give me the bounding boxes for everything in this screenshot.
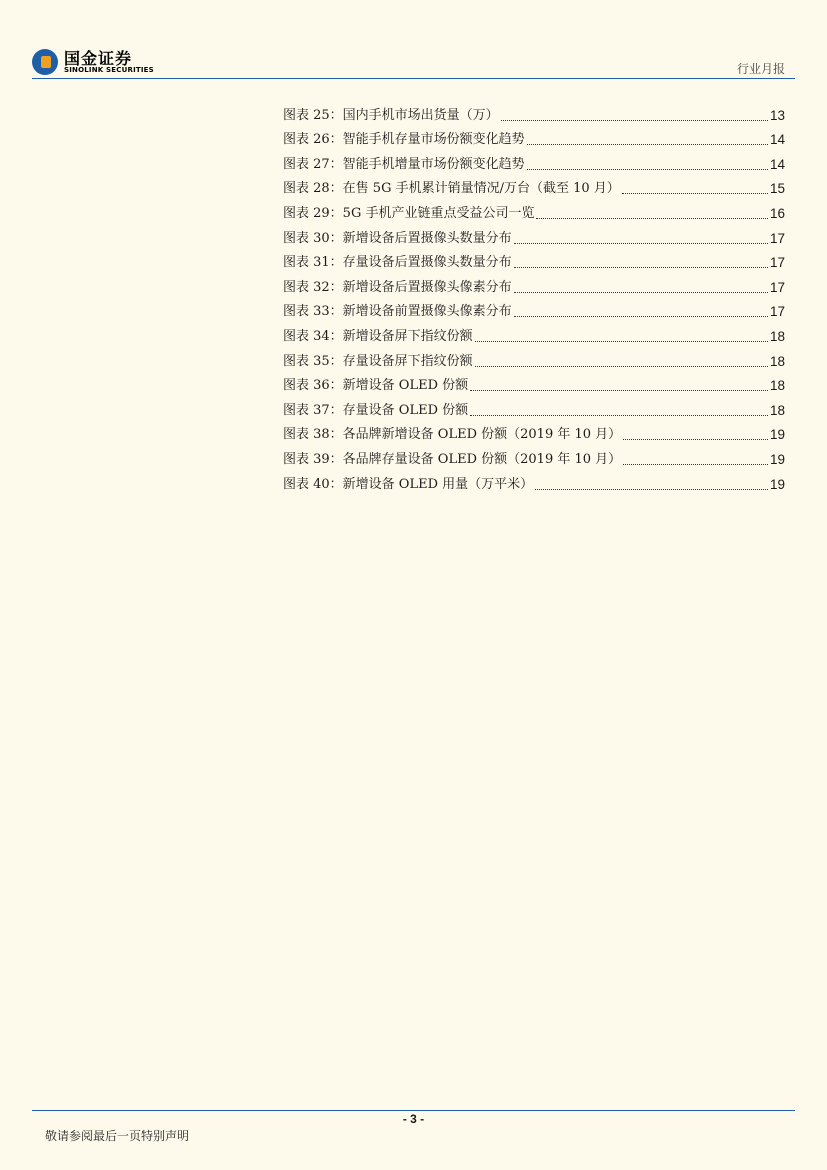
toc-entry[interactable] — [283, 420, 785, 445]
toc-leader-dots — [514, 316, 768, 317]
header-divider — [32, 78, 795, 79]
toc-entry-title: 图表 38：各品牌新增设备 OLED 份额（2019 年 10 月） — [283, 427, 622, 443]
toc-entry-title: 图表 37：存量设备 OLED 份额 — [283, 402, 469, 418]
toc-entry-title: 图表 36：新增设备 OLED 份额 — [283, 378, 469, 394]
toc-entry-page: 18 — [769, 328, 785, 344]
footer-disclaimer: 敬请参阅最后一页特别声明 — [45, 1129, 190, 1143]
toc-entry-page: 19 — [769, 451, 785, 467]
toc-entry[interactable] — [283, 223, 785, 248]
toc-entry-page: 18 — [769, 353, 785, 369]
report-type-label: 行业月报 — [736, 62, 785, 76]
toc-entry-page: 15 — [769, 181, 785, 197]
toc-entry[interactable] — [283, 346, 785, 371]
toc-leader-dots — [501, 120, 768, 121]
toc-entry[interactable] — [283, 371, 785, 396]
logo-icon — [32, 49, 58, 75]
page-number: - 3 - — [402, 1112, 425, 1126]
toc-leader-dots — [622, 193, 768, 194]
toc-leader-dots — [514, 292, 768, 293]
toc-entry[interactable] — [283, 272, 785, 297]
toc-leader-dots — [623, 439, 768, 440]
logo-text-cn: 国金证券 — [64, 49, 133, 68]
toc-entry-title: 图表 32：新增设备后置摄像头像素分布 — [283, 279, 512, 295]
toc-leader-dots — [475, 341, 768, 342]
toc-leader-dots — [514, 243, 768, 244]
toc-entry-title: 图表 28：在售 5G 手机累计销量情况/万台（截至 10 月） — [283, 181, 620, 197]
toc-entry[interactable] — [283, 321, 785, 346]
toc-entry-title: 图表 33：新增设备前置摄像头像素分布 — [283, 304, 512, 320]
toc-entry[interactable] — [283, 149, 785, 174]
toc-entry[interactable] — [283, 248, 785, 273]
toc-entry-title: 图表 31：存量设备后置摄像头数量分布 — [283, 255, 512, 271]
toc-leader-dots — [514, 267, 768, 268]
toc-leader-dots — [536, 218, 768, 219]
toc-leader-dots — [535, 489, 768, 490]
toc-entry-page: 18 — [769, 378, 785, 394]
toc-entry-page: 13 — [769, 107, 785, 123]
toc-entry-page: 17 — [769, 304, 785, 320]
toc-leader-dots — [527, 144, 768, 145]
toc-entry-page: 19 — [769, 427, 785, 443]
toc-entry-page: 16 — [769, 205, 785, 221]
toc-entry[interactable] — [283, 100, 785, 125]
figure-index-list — [283, 100, 785, 494]
toc-entry-title: 图表 29：5G 手机产业链重点受益公司一览 — [283, 205, 535, 221]
toc-entry-page: 14 — [769, 156, 785, 172]
page-header — [0, 0, 827, 80]
toc-entry-title: 图表 39：各品牌存量设备 OLED 份额（2019 年 10 月） — [283, 451, 622, 467]
toc-entry-title: 图表 27：智能手机增量市场份额变化趋势 — [283, 156, 525, 172]
toc-leader-dots — [475, 366, 768, 367]
toc-entry-page: 17 — [769, 255, 785, 271]
toc-entry-title: 图表 26：智能手机存量市场份额变化趋势 — [283, 132, 525, 148]
toc-entry[interactable] — [283, 469, 785, 494]
logo-text-en: SINOLINK SECURITIES — [64, 66, 154, 74]
toc-entry-title: 图表 34：新增设备屏下指纹份额 — [283, 328, 473, 344]
toc-entry-page: 17 — [769, 279, 785, 295]
toc-entry-page: 19 — [769, 476, 785, 492]
toc-entry[interactable] — [283, 198, 785, 223]
footer-divider — [32, 1110, 795, 1111]
toc-entry-page: 14 — [769, 132, 785, 148]
toc-entry[interactable] — [283, 297, 785, 322]
company-logo — [32, 48, 162, 76]
toc-entry-title: 图表 30：新增设备后置摄像头数量分布 — [283, 230, 512, 246]
toc-leader-dots — [623, 464, 768, 465]
toc-entry-page: 18 — [769, 402, 785, 418]
toc-entry-title: 图表 40：新增设备 OLED 用量（万平米） — [283, 476, 534, 492]
toc-leader-dots — [470, 415, 768, 416]
toc-entry[interactable] — [283, 174, 785, 199]
toc-entry-page: 17 — [769, 230, 785, 246]
toc-entry-title: 图表 35：存量设备屏下指纹份额 — [283, 353, 473, 369]
toc-entry[interactable] — [283, 395, 785, 420]
toc-entry[interactable] — [283, 444, 785, 469]
toc-leader-dots — [470, 390, 768, 391]
toc-leader-dots — [527, 169, 768, 170]
toc-entry-title: 图表 25：国内手机市场出货量（万） — [283, 107, 499, 123]
toc-entry[interactable] — [283, 125, 785, 150]
